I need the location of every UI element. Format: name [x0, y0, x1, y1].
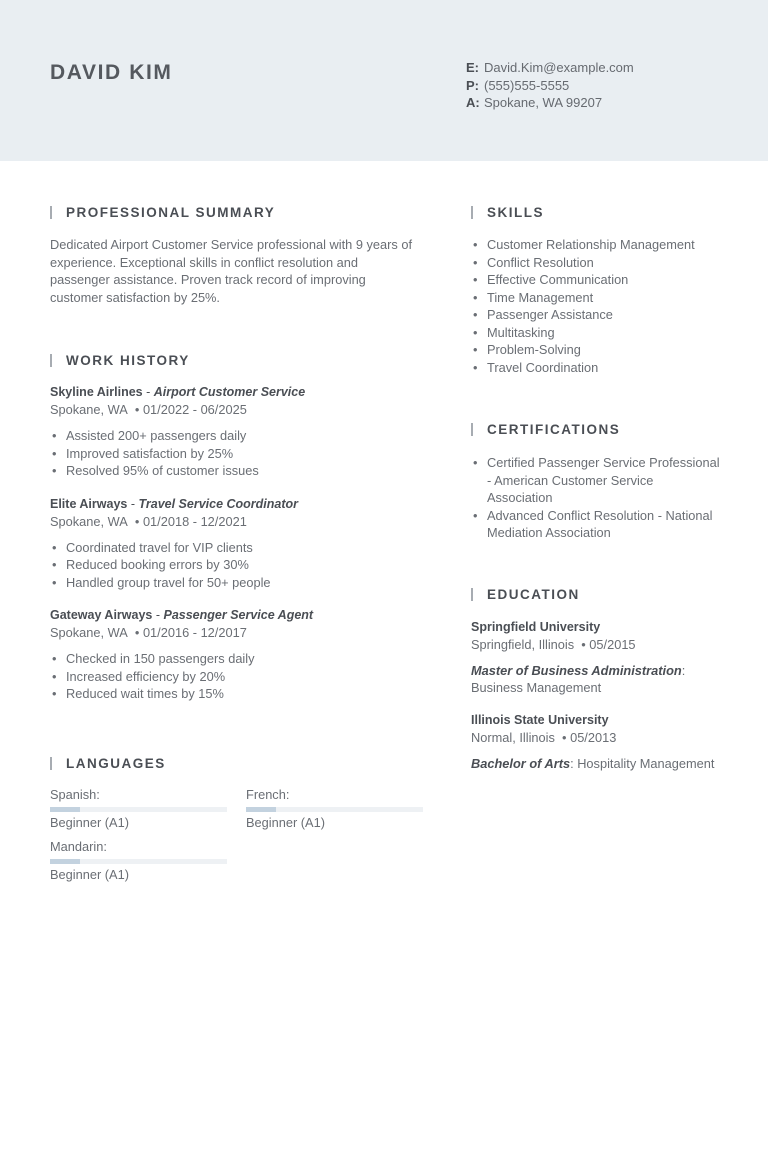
section-title-education — [471, 586, 721, 604]
education-meta: Normal, Illinois • 05/2013 — [471, 729, 617, 745]
left-column — [50, 203, 420, 897]
contact-block — [466, 59, 634, 112]
job-entry — [50, 607, 420, 703]
job-bullet: • Resolved 95% of customer issues — [50, 462, 420, 480]
job-bullet: • Increased efficiency by 20% — [50, 668, 420, 686]
education-degree-line — [471, 755, 721, 773]
education-title-text: EDUCATION — [487, 587, 580, 602]
job-separator: - — [127, 496, 139, 511]
contact-address — [466, 94, 634, 112]
job-role: Passenger Service Agent — [163, 608, 314, 623]
job-bullet: • Assisted 200+ passengers daily — [50, 427, 420, 445]
education-field: : Business Management — [471, 662, 686, 695]
language-level-track — [50, 859, 227, 864]
language-level-fill — [50, 807, 80, 812]
skill-item: • Passenger Assistance — [471, 306, 721, 324]
contact-address-label: A: — [466, 95, 480, 110]
education-school: Springfield University — [471, 619, 601, 634]
section-accent-bar — [471, 423, 473, 436]
job-entry — [50, 384, 420, 480]
skill-item: • Effective Communication — [471, 271, 721, 289]
job-meta: Spokane, WA • 01/2022 - 06/2025 — [50, 402, 247, 418]
education-meta: Springfield, Illinois • 05/2015 — [471, 636, 636, 652]
contact-address-value: Spokane, WA 99207 — [484, 95, 603, 110]
job-bullet: • Coordinated travel for VIP clients — [50, 539, 420, 557]
section-accent-bar — [471, 206, 473, 219]
language-name: Mandarin: — [50, 838, 107, 854]
education-entry — [471, 712, 721, 773]
certifications-list — [471, 454, 721, 542]
job-dates: 01/2022 - 06/2025 — [142, 402, 247, 418]
section-accent-bar — [50, 757, 52, 770]
education-field: : Hospitality Management — [570, 755, 715, 771]
job-dates: 01/2018 - 12/2021 — [142, 513, 247, 529]
section-title-certifications — [471, 420, 721, 438]
section-title-skills — [471, 203, 721, 221]
section-accent-bar — [50, 206, 52, 219]
skill-item: • Travel Coordination — [471, 359, 721, 377]
education-degree: Master of Business Administration — [471, 662, 682, 678]
skill-item: • Multitasking — [471, 324, 721, 342]
job-bullet: • Improved satisfaction by 25% — [50, 445, 420, 463]
job-location: Spokane, WA — [50, 513, 128, 529]
job-entry — [50, 496, 420, 592]
language-level: Beginner (A1) — [50, 866, 129, 882]
contact-email-value[interactable]: David.Kim@example.com — [484, 60, 634, 75]
language-level-fill — [246, 807, 276, 812]
contact-phone-label: P: — [466, 77, 479, 93]
language-item — [50, 839, 227, 883]
language-item — [50, 787, 227, 831]
contact-email — [466, 59, 634, 77]
section-title-languages — [50, 755, 420, 773]
languages-title-text: LANGUAGES — [66, 756, 166, 772]
skill-item: • Customer Relationship Management — [471, 236, 721, 254]
job-bullet: • Checked in 150 passengers daily — [50, 650, 420, 668]
skill-item: • Problem-Solving — [471, 341, 721, 359]
education-school: Illinois State University — [471, 712, 609, 727]
certification-item: • Certified Passenger Service Professional - American Customer Service Association — [471, 454, 721, 507]
job-meta: Spokane, WA • 01/2018 - 12/2021 — [50, 513, 247, 529]
work-title-text: WORK HISTORY — [66, 352, 190, 368]
job-title-line — [50, 496, 420, 513]
job-company: Skyline Airlines — [50, 385, 143, 400]
language-level: Beginner (A1) — [50, 814, 129, 830]
education-entry — [471, 619, 721, 697]
skill-item: • Conflict Resolution — [471, 254, 721, 272]
job-company: Gateway Airways — [50, 608, 153, 623]
contact-phone — [466, 77, 634, 95]
job-bullets — [50, 427, 420, 480]
candidate-name: DAVID KIM — [50, 61, 173, 84]
summary-text: Dedicated Airport Customer Service professional with 9 years of experience. Exceptional skills in conflict resolution and passenger assistance. Proven track record of improving customer satisfaction by 25%. — [50, 237, 413, 305]
contact-email-label: E: — [466, 60, 479, 75]
section-accent-bar — [471, 588, 473, 601]
job-bullets — [50, 539, 420, 592]
language-level: Beginner (A1) — [246, 814, 325, 830]
job-dates: 01/2016 - 12/2017 — [142, 625, 247, 641]
skills-title-text: SKILLS — [487, 204, 545, 220]
languages-grid — [50, 787, 420, 897]
job-company: Elite Airways — [50, 496, 128, 511]
job-separator: - — [152, 608, 164, 623]
education-degree: Bachelor of Arts — [471, 755, 571, 771]
language-name: Spanish: — [50, 786, 100, 802]
education-location: Springfield, Illinois — [471, 636, 575, 652]
job-bullets — [50, 650, 420, 703]
section-title-summary — [50, 203, 420, 221]
right-column — [471, 203, 721, 772]
job-location: Spokane, WA — [50, 625, 128, 641]
education-date: 05/2013 — [570, 729, 617, 745]
job-role: Travel Service Coordinator — [138, 496, 299, 511]
section-accent-bar — [50, 354, 52, 367]
job-title-line — [50, 384, 420, 401]
language-level-fill — [50, 859, 80, 864]
skill-item: • Time Management — [471, 289, 721, 307]
language-name: French: — [246, 786, 290, 802]
education-degree-line — [471, 662, 721, 697]
education-location: Normal, Illinois — [471, 729, 555, 745]
certification-item: • Advanced Conflict Resolution - National Mediation Association — [471, 507, 721, 542]
job-meta: Spokane, WA • 01/2016 - 12/2017 — [50, 625, 247, 641]
language-level-track — [246, 807, 423, 812]
contact-phone-value[interactable]: (555)555-5555 — [484, 77, 570, 93]
job-location: Spokane, WA — [50, 402, 128, 418]
job-bullet: • Reduced wait times by 15% — [50, 685, 420, 703]
job-role: Airport Customer Service — [153, 385, 306, 400]
section-title-work-history — [50, 351, 420, 369]
certifications-title-text: CERTIFICATIONS — [487, 421, 621, 437]
job-title-line — [50, 607, 420, 624]
header-band — [0, 0, 768, 161]
job-bullet: • Reduced booking errors by 30% — [50, 556, 420, 574]
summary-title-text: PROFESSIONAL SUMMARY — [66, 204, 276, 220]
language-level-track — [50, 807, 227, 812]
job-bullet: • Handled group travel for 50+ people — [50, 574, 420, 592]
job-separator: - — [142, 385, 154, 400]
skills-list — [471, 236, 721, 376]
language-item — [246, 787, 423, 831]
education-date: 05/2015 — [589, 636, 636, 652]
